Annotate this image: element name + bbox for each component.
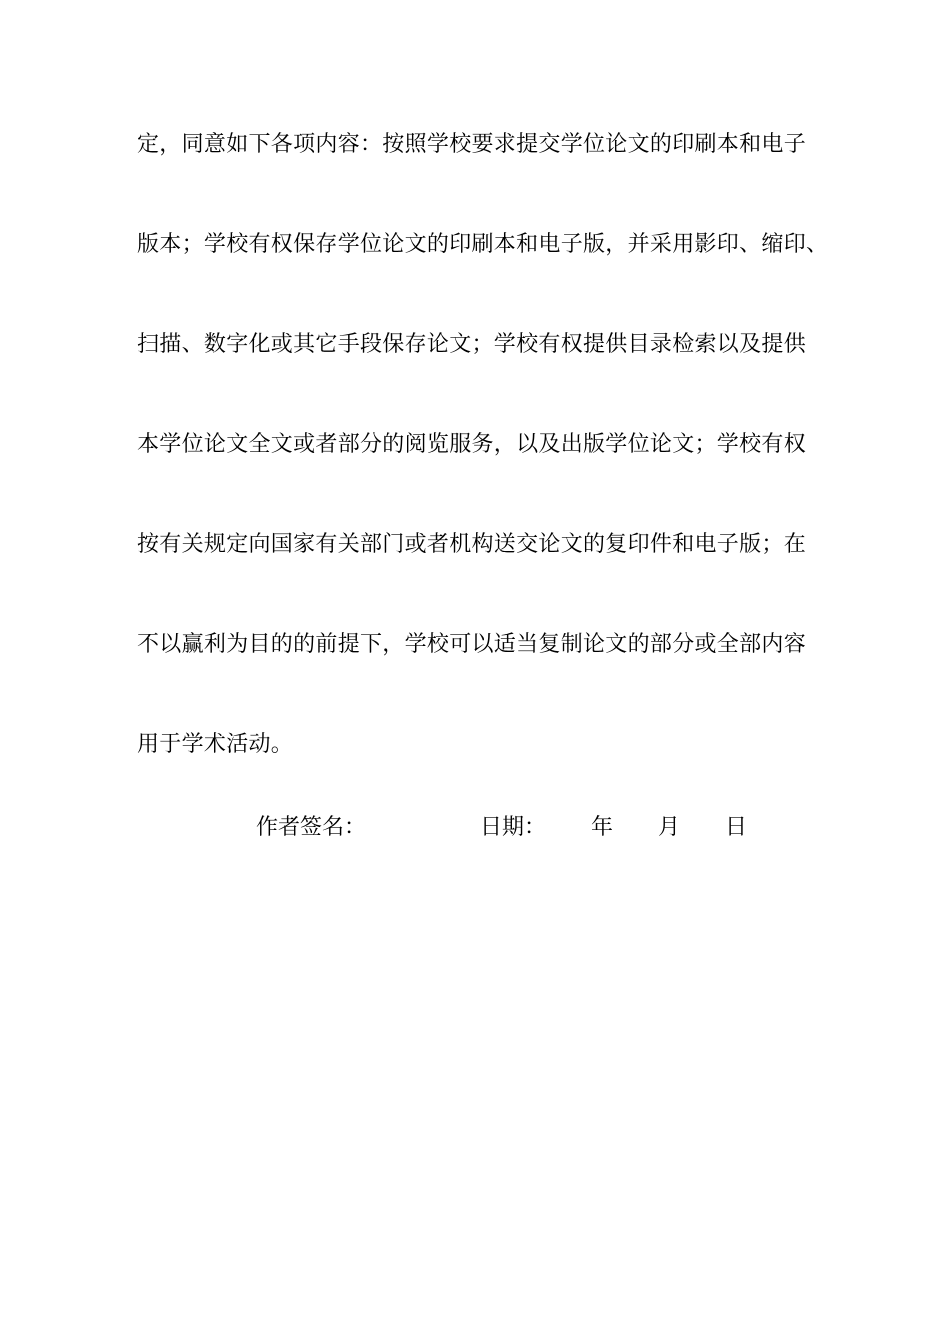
declaration-line: 本学位论文全文或者部分的阅览服务，以及出版学位论文；学校有权 (137, 432, 807, 457)
declaration-line: 扫描、数字化或其它手段保存论文；学校有权提供目录检索以及提供 (137, 332, 807, 357)
year-label: 年 (591, 815, 614, 840)
day-label: 日 (725, 815, 748, 840)
date-label: 日期： (480, 815, 547, 840)
declaration-line: 按有关规定向国家有关部门或者机构送交论文的复印件和电子版；在 (137, 532, 807, 557)
author-signature-label: 作者签名： (256, 815, 367, 840)
declaration-line: 版本；学校有权保存学位论文的印刷本和电子版，并采用影印、缩印、 (137, 232, 829, 257)
declaration-line: 定，同意如下各项内容：按照学校要求提交学位论文的印刷本和电子 (137, 132, 807, 157)
declaration-line: 不以赢利为目的的前提下，学校可以适当复制论文的部分或全部内容 (137, 632, 807, 657)
month-label: 月 (658, 815, 681, 840)
declaration-line: 用于学术活动。 (137, 732, 294, 757)
author-signature-field[interactable] (360, 814, 470, 842)
